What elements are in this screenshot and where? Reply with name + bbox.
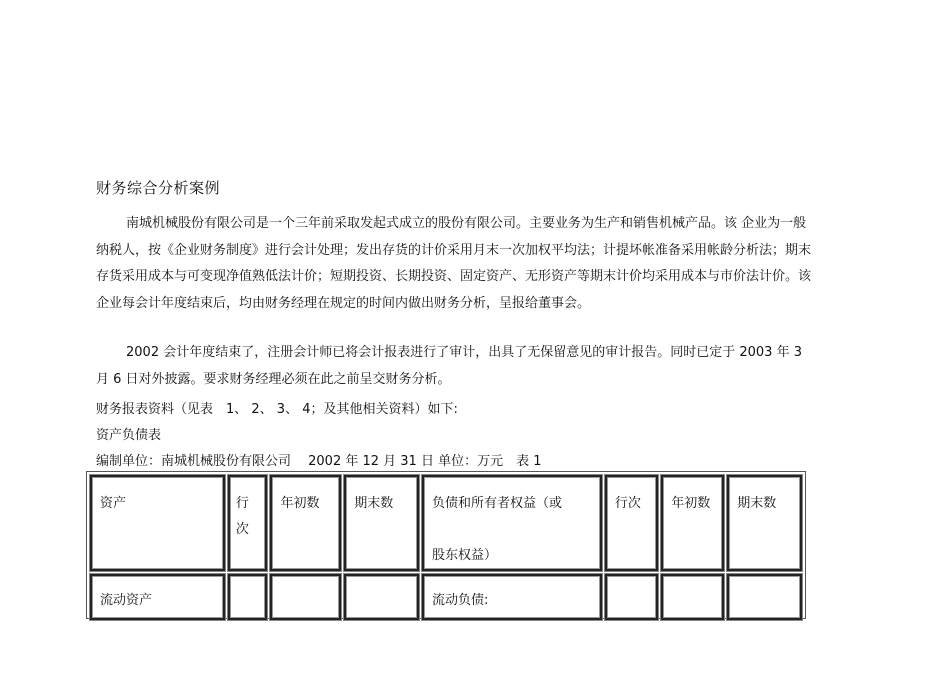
table-row	[90, 574, 802, 620]
materials-line: 财务报表资料（见表 1、 2、 3、 4；及其他相关资料）如下:	[96, 402, 458, 417]
header-liabilities-line1: 负债和所有者权益（或	[432, 496, 563, 511]
table-header-row	[90, 475, 802, 571]
cell-asset: 流动资产	[90, 574, 225, 620]
header-row-no: 行次	[228, 475, 268, 571]
cell-begin-2	[661, 574, 724, 620]
intro-paragraph: 南城机械股份有限公司是一个三年前采取发起式成立的股份有限公司。主要业务为生产和销售机械产品。该 企业为一般纳税人，按《企业财务制度》进行会计处理；发出存货的计价采用月末一次加权平均法；计提坏帐准备采用帐龄分析法；期末存货采用成本与可变现净值熟低法计价；短期投资、长期投资、固定资产、无形资产等期末计价均采用成本与市价法计价。该企业每会计年度结束后，均由财务经理在规定的时间内做出财务分析，呈报给董事会。	[96, 216, 812, 311]
header-liabilities-line2: 股东权益）	[432, 548, 498, 563]
header-begin: 年初数	[270, 475, 341, 571]
cell-liabilities: 流动负债:	[422, 574, 602, 620]
table-meta: 编制单位：南城机械股份有限公司 2002 年 12 月 31 日 单位：万元 表 1	[96, 454, 542, 469]
table-title: 资产负债表	[96, 428, 162, 443]
header-liabilities	[422, 475, 602, 571]
cell-begin	[270, 574, 341, 620]
cell-end-2	[727, 574, 802, 620]
document-title: 财务综合分析案例	[96, 179, 221, 197]
audit-paragraph: 2002 会计年度结束了，注册会计师已将会计报表进行了审计，出具了无保留意见的审计报告。同时已定于 2003 年 3 月 6 日对外披露。要求财务经理必须在此之前呈交财务分析。	[96, 345, 802, 387]
balance-sheet-table	[86, 471, 806, 619]
cell-row-no-2	[605, 574, 658, 620]
header-begin-2: 年初数	[661, 475, 724, 571]
header-row-no-2: 行次	[605, 475, 658, 571]
header-end: 期末数	[344, 475, 419, 571]
header-end-2: 期末数	[727, 475, 802, 571]
cell-end	[344, 574, 419, 620]
header-asset: 资产	[90, 475, 225, 571]
cell-row-no	[228, 574, 268, 620]
